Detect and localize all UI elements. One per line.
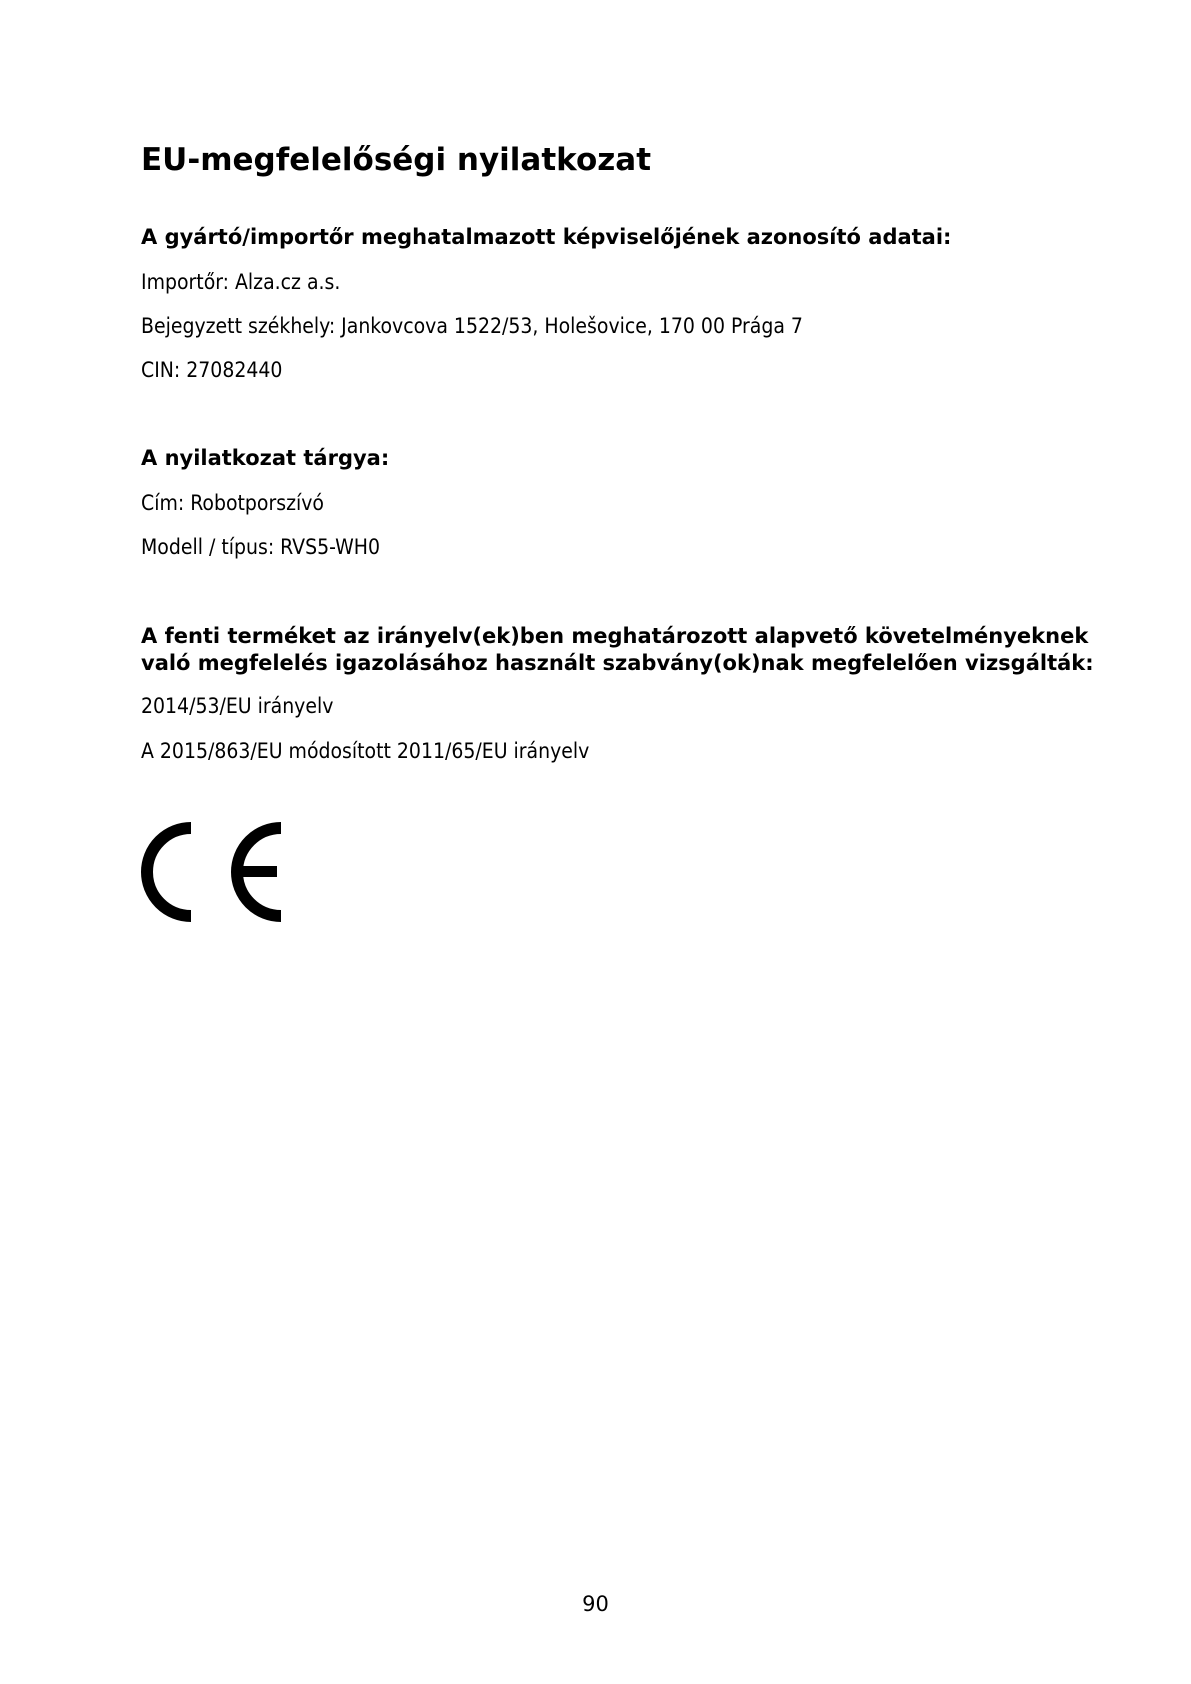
cin-line: CIN: 27082440 — [141, 358, 283, 382]
section-heading-manufacturer: A gyártó/importőr meghatalmazott képviselőjének azonosító adatai: — [141, 225, 952, 249]
document-title: EU-megfelelőségi nyilatkozat — [141, 142, 652, 178]
section-heading-standards-line-2: való megfelelés igazolásához használt szabvány(ok)nak megfelelően vizsgálták: — [141, 651, 1094, 675]
ce-mark-icon — [141, 822, 281, 922]
product-title-line: Cím: Robotporszívó — [141, 491, 324, 515]
directive-line-2: A 2015/863/EU módosított 2011/65/EU irányelv — [141, 739, 590, 763]
directive-line-1: 2014/53/EU irányelv — [141, 694, 334, 718]
section-heading-standards-line-1: A fenti terméket az irányelv(ek)ben meghatározott alapvető követelményeknek — [141, 624, 1089, 648]
model-type-line: Modell / típus: RVS5-WH0 — [141, 535, 380, 559]
section-heading-subject: A nyilatkozat tárgya: — [141, 446, 390, 470]
importer-line: Importőr: Alza.cz a.s. — [141, 270, 341, 294]
registered-office-line: Bejegyzett székhely: Jankovcova 1522/53, Holešovice, 170 00 Prága 7 — [141, 314, 803, 338]
page-number: 90 — [582, 1592, 609, 1616]
